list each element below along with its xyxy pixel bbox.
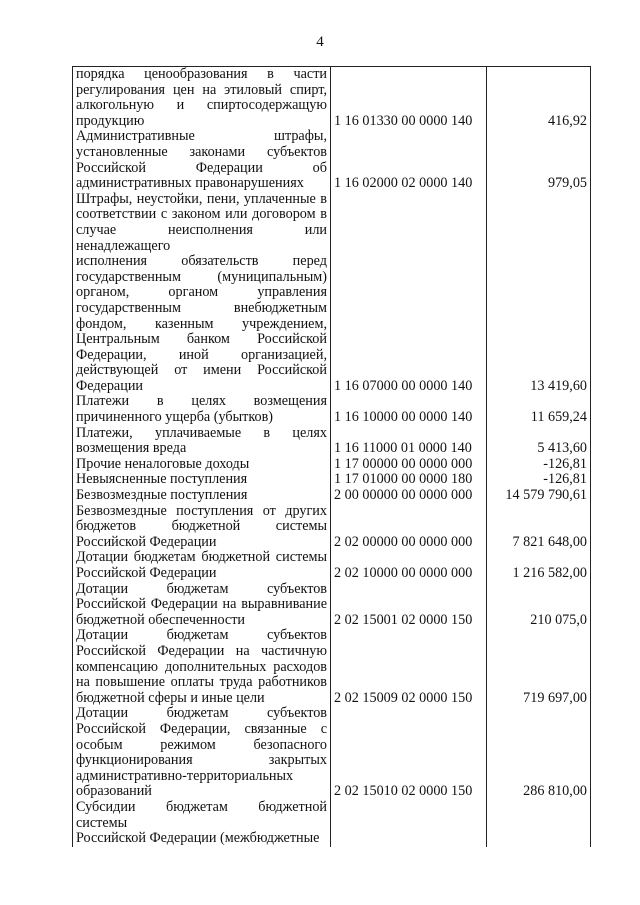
revenue-name-line: на повышение оплаты труда работников (76, 674, 327, 691)
revenue-name-line: Российской Федерации, связанные с (76, 720, 327, 737)
revenue-name-line: административно-территориальных (76, 767, 294, 784)
revenue-name-line: Субсидии бюджетам бюджетной системы (76, 798, 327, 831)
amount-cell: 11 659,24 (487, 394, 591, 425)
revenue-name-line: действующей от имени Российской (76, 362, 327, 379)
amount-cell: 719 697,00 (487, 628, 591, 706)
amount-cell: 5 413,60 (487, 426, 591, 457)
revenue-name-line: Российской Федерации на частичную (76, 642, 327, 659)
revenue-name-line: Дотации бюджетам субъектов (76, 580, 327, 597)
budget-table-wrapper (72, 66, 590, 847)
revenue-name-line: причиненного ущерба (убытков) (76, 409, 274, 426)
revenue-name-cell (73, 457, 331, 473)
revenue-name-line: продукцию (76, 112, 145, 129)
revenue-name-line: Дотации бюджетам бюджетной системы (76, 549, 327, 566)
revenue-name-line: Дотации бюджетам субъектов (76, 627, 327, 644)
budget-code-cell: 2 02 15010 02 0000 150 (331, 706, 487, 800)
budget-code-cell: 1 16 07000 00 0000 140 (331, 192, 487, 395)
revenue-name-line: государственным (муниципальным) (76, 268, 327, 285)
revenue-name-line: Штрафы, неустойки, пени, уплаченные в (76, 190, 327, 207)
table-row (73, 192, 591, 395)
amount-cell: -126,81 (487, 457, 591, 473)
revenue-name-cell (73, 472, 331, 488)
table-row (73, 504, 591, 551)
budget-code-cell: 1 16 11000 01 0000 140 (331, 426, 487, 457)
revenue-name-cell (73, 706, 331, 800)
revenue-name-cell (73, 800, 331, 847)
revenue-name-cell (73, 504, 331, 551)
budget-code-cell: 2 02 00000 00 0000 000 (331, 504, 487, 551)
revenue-name-line: компенсацию дополнительных расходов (76, 658, 327, 675)
revenue-name-line: Центральным банком Российской (76, 331, 327, 348)
revenue-name-line: бюджетной обеспеченности (76, 611, 246, 628)
revenue-name-line: административных правонарушениях (76, 175, 304, 192)
revenue-name-line: Федерации, иной организацией, (76, 346, 327, 363)
revenue-name-line: Дотации бюджетам субъектов (76, 705, 327, 722)
budget-code-cell: 1 16 02000 02 0000 140 (331, 129, 487, 191)
amount-cell: 416,92 (487, 67, 591, 130)
table-row (73, 582, 591, 629)
revenue-name-line: образований (76, 783, 152, 800)
revenue-name-line: особым режимом безопасного (76, 736, 327, 753)
amount-cell: 286 810,00 (487, 706, 591, 800)
budget-code-cell: 1 16 10000 00 0000 140 (331, 394, 487, 425)
page-number: 4 (316, 34, 324, 50)
revenue-name-cell (73, 129, 331, 191)
revenue-name-line: алкогольную и спиртосодержащую (76, 97, 327, 114)
revenue-name-line: бюджетов бюджетной системы (76, 518, 327, 535)
revenue-name-line: соответствии с законом или договором в (76, 206, 327, 223)
table-row (73, 488, 591, 504)
revenue-name-line: Российской Федерации (76, 565, 217, 581)
budget-code-cell (331, 800, 487, 847)
revenue-name-cell (73, 488, 331, 504)
revenue-name-line: Российской Федерации об (76, 159, 327, 176)
revenue-name-line: Платежи в целях возмещения (76, 393, 327, 410)
budget-code-cell: 2 00 00000 00 0000 000 (331, 488, 487, 504)
revenue-name-line: порядка ценообразования в части (76, 66, 327, 82)
revenue-name-line: Платежи, уплачиваемые в целях (76, 424, 327, 441)
revenue-name-line: государственным внебюджетным (76, 299, 327, 316)
revenue-name-line: бюджетной сферы и иные цели (76, 689, 265, 706)
revenue-name-line: Российской Федерации (межбюджетные (76, 830, 320, 847)
revenue-name-line: функционирования закрытых (76, 752, 327, 769)
table-row (73, 457, 591, 473)
amount-cell: 14 579 790,61 (487, 488, 591, 504)
budget-code-cell: 1 16 01330 00 0000 140 (331, 67, 487, 130)
table-row (73, 472, 591, 488)
amount-cell (487, 800, 591, 847)
revenue-name-cell (73, 67, 331, 130)
table-row (73, 550, 591, 581)
amount-cell: 1 216 582,00 (487, 550, 591, 581)
amount-cell: 13 419,60 (487, 192, 591, 395)
table-row (73, 628, 591, 706)
revenue-name-line: Прочие неналоговые доходы (76, 455, 250, 472)
budget-code-cell: 2 02 15009 02 0000 150 (331, 628, 487, 706)
table-row (73, 67, 591, 130)
table-row (73, 394, 591, 425)
revenue-name-line: возмещения вреда (76, 440, 187, 457)
revenue-name-line: Невыясненные поступления (76, 471, 248, 488)
amount-cell: 7 821 648,00 (487, 504, 591, 551)
revenue-name-line: Российской Федерации на выравнивание (76, 596, 327, 613)
table-row (73, 129, 591, 191)
revenue-name-cell (73, 426, 331, 457)
table-row (73, 800, 591, 847)
budget-code-cell: 2 02 15001 02 0000 150 (331, 582, 487, 629)
revenue-name-line: регулирования цен на этиловый спирт, (76, 81, 327, 98)
revenue-name-cell (73, 192, 331, 395)
budget-revenue-table (72, 66, 591, 847)
revenue-name-line: Безвозмездные поступления от других (76, 502, 327, 519)
amount-cell: -126,81 (487, 472, 591, 488)
revenue-name-line: Безвозмездные поступления (76, 487, 248, 504)
revenue-name-line: случае неисполнения или ненадлежащего (76, 221, 327, 254)
amount-cell: 979,05 (487, 129, 591, 191)
budget-table-body (73, 67, 591, 847)
revenue-name-line: установленные законами субъектов (76, 143, 327, 160)
revenue-name-cell (73, 582, 331, 629)
revenue-name-line: Административные штрафы, (76, 128, 327, 145)
table-row (73, 706, 591, 800)
revenue-name-cell (73, 628, 331, 706)
budget-code-cell: 1 17 00000 00 0000 000 (331, 457, 487, 473)
budget-code-cell: 2 02 10000 00 0000 000 (331, 550, 487, 581)
revenue-name-cell (73, 394, 331, 425)
revenue-name-line: Российской Федерации (76, 533, 217, 550)
revenue-name-line: органом, органом управления (76, 284, 327, 301)
revenue-name-line: исполнения обязательств перед (76, 253, 327, 270)
revenue-name-cell (73, 550, 331, 581)
revenue-name-line: Федерации (76, 377, 144, 394)
table-row (73, 426, 591, 457)
budget-code-cell: 1 17 01000 00 0000 180 (331, 472, 487, 488)
revenue-name-line: фондом, казенным учреждением, (76, 315, 327, 332)
amount-cell: 210 075,0 (487, 582, 591, 629)
